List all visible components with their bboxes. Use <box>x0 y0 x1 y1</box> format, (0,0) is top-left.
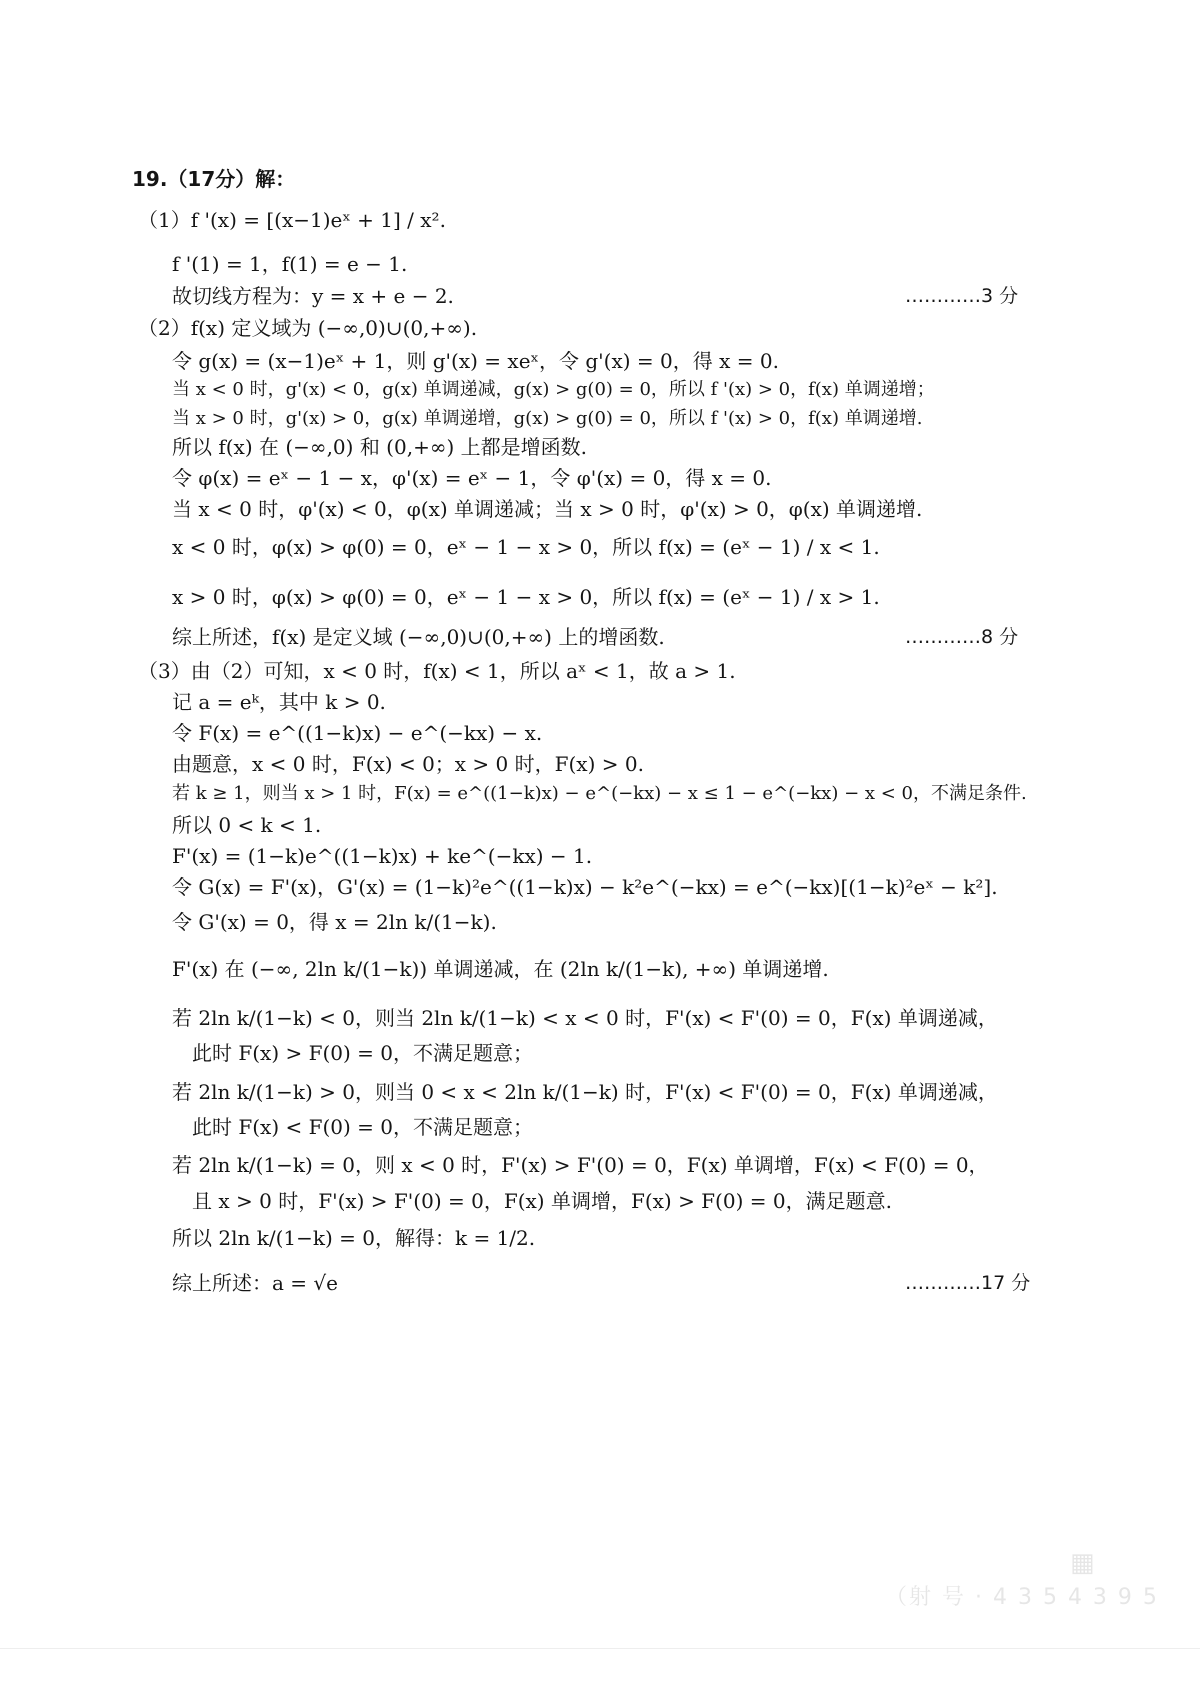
line-text: （1）f '(x) = [(x−1)eˣ + 1] / x². <box>138 208 446 232</box>
line-text: 若 2ln k/(1−k) < 0，则当 2ln k/(1−k) < x < 0 时，F'(x) < F'(0) = 0，F(x) 单调递减， <box>172 1006 998 1030</box>
question-header: 19.（17分）解： <box>132 167 296 191</box>
line-text: x > 0 时，φ(x) > φ(0) = 0，eˣ − 1 − x > 0，所以 f(x) = (eˣ − 1) / x > 1. <box>172 585 880 609</box>
solution-line-30 <box>0 1210 1200 1266</box>
line-text: 令 G(x) = F'(x)，G'(x) = (1−k)²e^((1−k)x) − k²e^(−kx) = e^(−kx)[(1−k)²eˣ − k²]. <box>172 875 998 899</box>
watermark-text: （射 号 · 4 3 5 4 3 9 5 <box>885 1585 1159 1610</box>
line-text: 当 x > 0 时，g'(x) > 0，g(x) 单调递增，g(x) > g(0) = 0，所以 f '(x) > 0，f(x) 单调递增. <box>172 408 923 429</box>
line-text: 令 φ(x) = eˣ − 1 − x，φ'(x) = eˣ − 1，令 φ'(x) = 0，得 x = 0. <box>172 466 772 490</box>
line-text: F'(x) 在 (−∞, 2ln k/(1−k)) 单调递减，在 (2ln k/(1−k), +∞) 单调递增. <box>172 957 829 981</box>
line-text: 记 a = eᵏ，其中 k > 0. <box>172 690 386 714</box>
solution-line-12 <box>0 569 1200 625</box>
solution-line-23 <box>0 941 1200 997</box>
line-text: 故切线方程为：y = x + e − 2. <box>172 284 454 308</box>
line-text: 所以 f(x) 在 (−∞,0) 和 (0,+∞) 上都是增函数. <box>172 435 587 459</box>
line-text: （3）由（2）可知，x < 0 时，f(x) < 1，所以 aˣ < 1，故 a > 1. <box>138 659 736 683</box>
line-text: 若 2ln k/(1−k) > 0，则当 0 < x < 2ln k/(1−k) 时，F'(x) < F'(0) = 0，F(x) 单调递减， <box>172 1080 998 1104</box>
solution-line-13 <box>0 618 1200 656</box>
line-text: 综上所述，f(x) 是定义域 (−∞,0)∪(0,+∞) 上的增函数. <box>172 625 665 649</box>
scan-edge-divider <box>0 1648 1200 1649</box>
score-marker: …………8 分 <box>905 626 1019 648</box>
line-text: F'(x) = (1−k)e^((1−k)x) + ke^(−kx) − 1. <box>172 844 593 868</box>
solution-line-1 <box>0 192 1200 248</box>
line-text: （2）f(x) 定义域为 (−∞,0)∪(0,+∞). <box>138 316 478 340</box>
line-text: 令 G'(x) = 0，得 x = 2ln k/(1−k). <box>172 910 497 934</box>
solution-line-31 <box>0 1264 1200 1302</box>
line-text: 若 2ln k/(1−k) = 0，则 x < 0 时，F'(x) > F'(0) = 0，F(x) 单调增，F(x) < F(0) = 0， <box>172 1153 989 1177</box>
line-text: 此时 F(x) > F(0) = 0，不满足题意； <box>172 1041 533 1065</box>
line-text: 令 F(x) = e^((1−k)x) − e^(−kx) − x. <box>172 721 543 745</box>
line-text: 令 g(x) = (x−1)eˣ + 1，则 g'(x) = xeˣ，令 g'(x) = 0，得 x = 0. <box>172 349 779 373</box>
line-text: 当 x < 0 时，g'(x) < 0，g(x) 单调递减，g(x) > g(0) = 0，所以 f '(x) > 0，f(x) 单调递增； <box>172 379 935 400</box>
line-text: 若 k ≥ 1，则当 x > 1 时，F(x) = e^((1−k)x) − e^(−kx) − x ≤ 1 − e^(−kx) − x < 0，不满足条件. <box>172 783 1027 804</box>
watermark <box>885 1548 1159 1610</box>
line-text: 所以 0 < k < 1. <box>172 813 322 837</box>
line-text: 且 x > 0 时，F'(x) > F'(0) = 0，F(x) 单调增，F(x) > F(0) = 0，满足题意. <box>172 1189 892 1213</box>
line-text: 此时 F(x) < F(0) = 0，不满足题意； <box>172 1115 533 1139</box>
line-text: 所以 2ln k/(1−k) = 0，解得：k = 1/2. <box>172 1226 536 1250</box>
score-marker: …………3 分 <box>905 285 1019 307</box>
line-text: 综上所述：a = √e <box>172 1271 338 1295</box>
solution-line-11 <box>0 519 1200 575</box>
line-text: f '(1) = 1，f(1) = e − 1. <box>172 252 408 276</box>
line-text: 当 x < 0 时，φ'(x) < 0，φ(x) 单调递减；当 x > 0 时，φ'(x) > 0，φ(x) 单调递增. <box>172 497 923 521</box>
qr-glyph-icon: ▦ <box>1070 1548 1095 1578</box>
line-text: x < 0 时，φ(x) > φ(0) = 0，eˣ − 1 − x > 0，所以 f(x) = (eˣ − 1) / x < 1. <box>172 535 880 559</box>
score-marker: …………17 分 <box>905 1272 1031 1294</box>
line-text: 由题意，x < 0 时，F(x) < 0；x > 0 时，F(x) > 0. <box>172 752 644 776</box>
